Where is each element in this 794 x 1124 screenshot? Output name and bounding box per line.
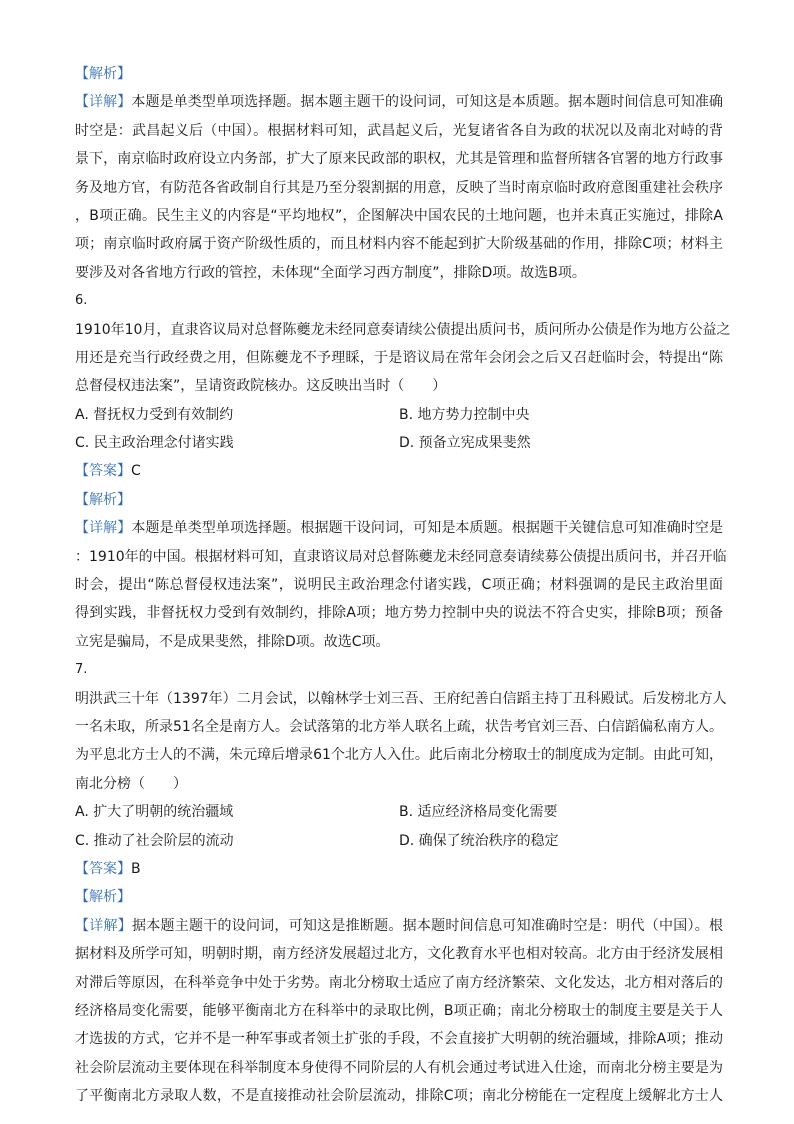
stem-text: 南北分榜（ ） [75, 775, 187, 792]
analysis-detail-q6 [75, 514, 727, 656]
analysis-label: 【解析】 [75, 66, 131, 82]
option-b: B. 地方势力控制中央 [399, 406, 530, 423]
detail-text: 时会，提出“陈总督侵权违法案”，说明民主政治理念付诸实践，C项正确；材料强调的是民主政治里面 [75, 577, 723, 594]
detail-text: ：1910年的中国。根据材料可知，直隶谘议局对总督陈夔龙未经同意奏请续募公债提出质问书，并召开临 [75, 548, 727, 565]
detail-text: ，B项正确。民生主义的内容是“平均地权”，企图解决中国农民的土地问题，也并未真正实施过，排除A [75, 207, 723, 224]
detail-text: 得到实践，非督抚权力受到有效制约，排除A项；地方势力控制中央的说法不符合史实，排除B项；预备 [75, 605, 723, 622]
option-b: B. 适应经济格局变化需要 [399, 804, 558, 821]
detail-text: 才选拔的方式，它并不是一种军事或者领土扩张的手段，不会直接扩大明朝的统治疆域，排除A项；推动 [75, 1031, 723, 1048]
detail-text: 对滞后等原因，在科举竞争中处于劣势。南北分榜取士适应了南方经济繁荣、文化发达，北方相对落后的 [75, 974, 723, 991]
option-d: D. 预备立宪成果斐然 [399, 435, 531, 452]
analysis-detail-q5 [75, 88, 723, 287]
question-stem-q7 [75, 685, 727, 799]
stem-text: 为平息北方士人的不满，朱元璋后增录61个北方人入仕。此后南北分榜取士的制度成为定制。由此可知， [75, 747, 723, 764]
answer-value: C [131, 463, 141, 480]
detail-text: 社会阶层流动主要体现在科举制度本身使得不同阶层的人有机会通过考试进入仕途，而南北分榜主要是为 [75, 1059, 723, 1076]
question-stem-q6 [75, 316, 731, 401]
detail-label: 【详解】 [75, 94, 132, 111]
question-number: 6. [75, 293, 88, 309]
detail-text: 据本题主题干的设问词，可知这是推断题。据本题时间信息可知准确时空是：明代（中国）。根 [131, 917, 724, 934]
question-number: 7. [75, 662, 88, 678]
detail-label: 【详解】 [75, 917, 132, 934]
options-row [75, 429, 723, 457]
stem-text: 用还是充当行政经费之用，但陈夔龙不予理睬，于是谘议局在常年会闭会之后又召赶临时会，特提出“陈 [75, 349, 723, 366]
options-row [75, 798, 723, 826]
answer-line [75, 457, 723, 485]
stem-text: 一名未取，所录51名全是南方人。会试落第的北方举人联名上疏，状告考官刘三吾、白信蹈偏私南方人。 [75, 718, 723, 735]
detail-text: 本题是单类型单项选择题。据本题主题干的设问词，可知这是本质题。据本题时间信息可知准确 [131, 94, 724, 111]
analysis-heading [75, 883, 723, 911]
option-a: A. 扩大了明朝的统治疆域 [75, 804, 234, 821]
analysis-heading [75, 60, 723, 88]
detail-text: 经济格局变化需要，能够平衡南北方在科举中的录取比例，B项正确；南北分榜取士的制度主要是关于人 [75, 1002, 723, 1019]
option-c: C. 民主政治理念付诸实践 [75, 435, 234, 452]
options-row [75, 401, 723, 429]
stem-text: 总督侵权违法案”，呈请资政院核办。这反映出当时（ ） [75, 378, 447, 395]
detail-text: 时空是：武昌起义后（中国）。根据材料可知，武昌起义后，光复诸省各自为政的状况以及南北对峙的背 [75, 122, 723, 139]
detail-text: 项；南京临时政府属于资产阶级性质的，而且材料内容不能起到扩大阶级基础的作用，排除C项；材料主 [75, 236, 723, 253]
answer-label: 【答案】 [75, 463, 131, 480]
analysis-detail-q7 [75, 912, 723, 1111]
detail-text: 据材料及所学可知，明朝时期，南方经济发展超过北方，文化教育水平也相对较高。北方由于经济发展相 [75, 946, 723, 963]
answer-label: 【答案】 [75, 860, 131, 877]
detail-text: 景下，南京临时政府设立内务部，扩大了原来民政部的职权，尤其是管理和监督所辖各官署的地方行政事 [75, 151, 723, 168]
detail-text: 了平衡南北方录取人数，不是直接推动社会阶层流动，排除C项；南北分榜能在一定程度上缓解北方士人 [75, 1088, 723, 1105]
stem-text: 1910年10月，直隶咨议局对总督陈夔龙未经同意奏请续公债提出质问书，质问所办公债是作为地方公益之 [75, 321, 731, 338]
option-d: D. 确保了统治秩序的稳定 [399, 832, 559, 849]
detail-text: 务及地方官，有防范各省政制自行其是乃至分裂割据的用意，反映了当时南京临时政府意图重建社会秩序 [75, 179, 723, 196]
option-a: A. 督抚权力受到有效制约 [75, 406, 234, 423]
analysis-label: 【解析】 [75, 491, 131, 508]
detail-label: 【详解】 [75, 520, 132, 537]
answer-value: B [131, 860, 141, 877]
analysis-label: 【解析】 [75, 889, 131, 906]
detail-text: 本题是单类型单项选择题。根据题干设问词，可知是本质题。根据题干关键信息可知准确时空是 [131, 520, 724, 537]
stem-text: 明洪武三十年（1397年）二月会试，以翰林学士刘三吾、王府纪善白信蹈主持丁丑科殿试。后发榜北方人 [75, 690, 727, 707]
analysis-heading [75, 486, 723, 514]
detail-text: 立宪是骗局，不是成果斐然，排除D项。故选C项。 [75, 633, 390, 650]
answer-line [75, 855, 723, 883]
options-row [75, 827, 723, 855]
document-page [75, 60, 731, 1110]
detail-text: 要涉及对各省地方行政的管控，未体现“全面学习西方制度”，排除D项。故选B项。 [75, 264, 586, 281]
option-c: C. 推动了社会阶层的流动 [75, 832, 234, 849]
